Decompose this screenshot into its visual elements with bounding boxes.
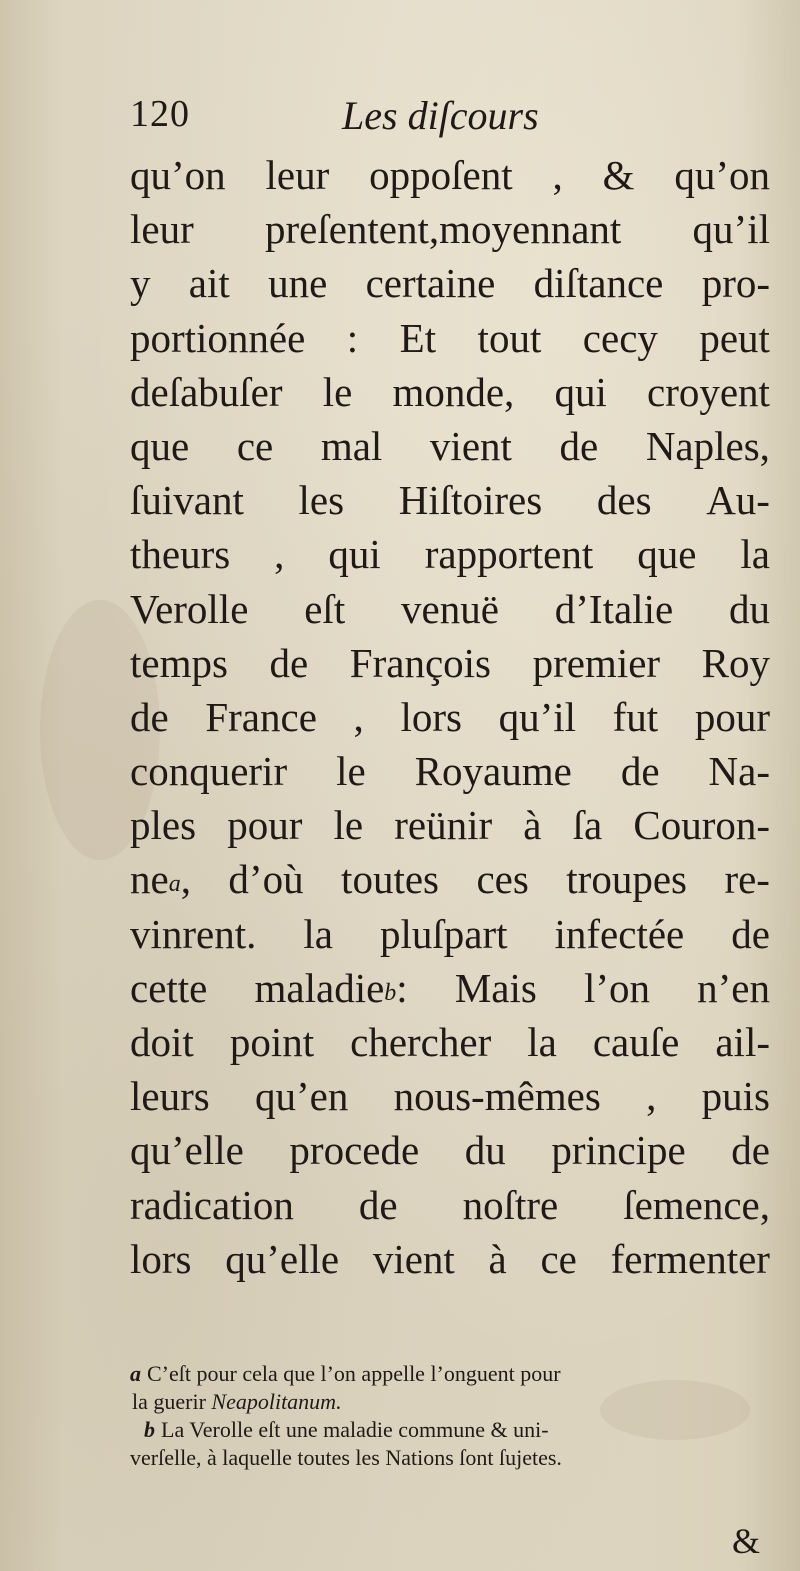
word: , — [353, 693, 364, 740]
word: ſemence, — [623, 1181, 770, 1228]
word: qu’il — [498, 693, 577, 740]
running-title: Les diſcours — [342, 93, 539, 138]
word: qu’on — [674, 152, 770, 198]
word: Couron- — [633, 802, 770, 849]
text-line — [130, 1178, 770, 1232]
word: ce — [236, 422, 274, 469]
word: mal — [320, 422, 383, 469]
text-line — [130, 744, 770, 798]
word: qu’on — [130, 152, 226, 198]
word: certaine — [365, 260, 496, 307]
word: du — [729, 585, 770, 632]
word: peut — [699, 314, 770, 361]
word: le — [333, 802, 364, 849]
word: de — [731, 1127, 770, 1174]
word: ſa — [572, 802, 603, 849]
word: , — [552, 152, 563, 198]
word: de — [358, 1181, 398, 1228]
word: la — [527, 1019, 557, 1065]
word: qu’en — [254, 1073, 349, 1120]
word: reünir — [394, 802, 493, 849]
text-line — [130, 1015, 770, 1069]
word: la — [740, 531, 770, 578]
catchword: & — [732, 1521, 761, 1561]
word: Roy — [701, 639, 770, 686]
word: pluſpart — [379, 910, 508, 957]
word: fut — [612, 693, 659, 740]
word: noſtre — [462, 1181, 559, 1228]
word: monde, — [392, 368, 515, 415]
word: Royaume — [414, 748, 572, 795]
word: maladieb: — [254, 964, 408, 1011]
word: François — [349, 639, 491, 686]
word: leurs — [130, 1073, 210, 1120]
word: une — [268, 260, 328, 307]
word: re- — [724, 856, 770, 903]
word: cauſe — [592, 1019, 680, 1065]
word: chercher — [350, 1019, 492, 1065]
footnote-b-line-2 — [130, 1444, 775, 1472]
word: toutes — [341, 856, 439, 903]
word: tout — [477, 314, 542, 361]
footnote-reference-b: b — [384, 979, 397, 1006]
word: Et — [399, 314, 437, 361]
word: de — [731, 910, 770, 957]
word: fermenter — [610, 1235, 770, 1282]
word: premier — [532, 639, 661, 686]
text-line — [130, 1069, 770, 1123]
footnote-a-italic: Neapolitanum. — [211, 1389, 342, 1414]
footnote-reference-a: a — [168, 871, 181, 898]
page-number: 120 — [130, 93, 190, 135]
word: de — [130, 693, 169, 740]
word: de — [269, 639, 309, 686]
word: que — [130, 422, 190, 469]
word: Naples, — [645, 422, 770, 469]
word: France — [205, 693, 317, 740]
footnote-a-text: C’eſt pour cela que l’on appelle l’onguent pour — [147, 1361, 561, 1386]
word: ail- — [715, 1019, 770, 1065]
word: lors — [130, 1235, 192, 1282]
word: theurs — [130, 531, 231, 578]
text-line — [130, 961, 770, 1015]
text-line — [130, 202, 770, 256]
word: ait — [188, 260, 230, 307]
word: nous-mêmes — [393, 1073, 601, 1120]
word: leur — [130, 206, 194, 253]
text-line — [130, 1232, 770, 1286]
footnote-b-text: La Verolle eſt une maladie commune & uni- — [161, 1417, 549, 1442]
word: ce — [540, 1235, 577, 1282]
word: cette — [130, 964, 208, 1011]
word: venuë — [401, 585, 499, 632]
word: conquerir — [130, 748, 288, 795]
word: nea, — [130, 856, 191, 903]
word: puis — [701, 1073, 770, 1120]
word: pour — [694, 693, 770, 740]
footnote-a-marker: a — [130, 1361, 141, 1386]
footnote-b-line-1 — [130, 1416, 775, 1444]
word: Mais — [454, 964, 537, 1011]
word: , — [646, 1073, 657, 1120]
word: procede — [289, 1127, 420, 1174]
page-header — [130, 92, 770, 142]
word: infectée — [554, 910, 685, 957]
word: vient — [372, 1235, 455, 1282]
word: temps — [130, 639, 228, 686]
word: de — [559, 422, 599, 469]
word: deſabuſer — [130, 368, 283, 415]
word: l’on — [583, 964, 650, 1011]
word: pro- — [701, 260, 770, 307]
word: à — [523, 802, 542, 849]
word: radication — [130, 1181, 294, 1228]
text-line — [130, 798, 770, 852]
word: vient — [429, 422, 512, 469]
word: vinrent. — [130, 910, 257, 957]
word: eſt — [304, 585, 346, 632]
word: que — [637, 531, 697, 578]
word: Au- — [706, 477, 770, 524]
word: qu’il — [692, 206, 770, 253]
word: d’Italie — [554, 585, 674, 632]
text-line — [130, 690, 770, 744]
footnote-a-line-2 — [130, 1388, 775, 1416]
word: portionnée — [130, 314, 306, 361]
word: diſtance — [533, 260, 664, 307]
word: croyent — [647, 368, 770, 415]
text-line — [130, 311, 770, 365]
word: n’en — [697, 964, 770, 1011]
word: pour — [227, 802, 303, 849]
text-line — [130, 1123, 770, 1177]
word: preſentent,moyennant — [264, 206, 622, 253]
text-line — [130, 582, 770, 636]
word: leur — [265, 152, 330, 198]
word: Verolle — [130, 585, 249, 632]
word: Na- — [708, 748, 770, 795]
word: qu’elle — [130, 1127, 244, 1174]
word: des — [596, 477, 652, 524]
word: & — [602, 152, 635, 198]
text-line — [130, 473, 770, 527]
word: troupes — [566, 856, 687, 903]
word: ſuivant — [130, 477, 244, 524]
text-line — [130, 527, 770, 581]
body-text — [130, 148, 770, 1286]
word: Hiſtoires — [398, 477, 543, 524]
word: cecy — [582, 314, 658, 361]
word: lors — [400, 693, 462, 740]
word: qu’elle — [225, 1235, 340, 1282]
word: qui — [554, 368, 607, 415]
word: ces — [476, 856, 529, 903]
word: point — [229, 1019, 315, 1065]
word: du — [464, 1127, 506, 1174]
word: principe — [551, 1127, 686, 1174]
text-line — [130, 852, 770, 906]
word: qui — [328, 531, 381, 578]
word: à — [488, 1235, 507, 1282]
word: ples — [130, 802, 197, 849]
text-line — [130, 256, 770, 310]
word: oppoſent — [369, 152, 513, 198]
footnotes — [130, 1360, 775, 1472]
word: : — [346, 314, 359, 361]
word: rapportent — [424, 531, 594, 578]
word: de — [620, 748, 660, 795]
footnote-b-marker: b — [144, 1417, 155, 1442]
footnote-a-line-1 — [130, 1360, 775, 1388]
word: , — [274, 531, 285, 578]
word: les — [298, 477, 345, 524]
word: le — [322, 368, 353, 415]
word: y — [130, 260, 151, 307]
word: doit — [130, 1019, 194, 1065]
footnote-b-text-cont: verſelle, à laquelle toutes les Nations ſont ſujetes. — [130, 1445, 562, 1470]
text-line — [130, 148, 770, 202]
text-line — [130, 365, 770, 419]
text-line — [130, 419, 770, 473]
word: le — [336, 748, 366, 795]
word: d’où — [228, 856, 304, 903]
text-line — [130, 636, 770, 690]
text-line — [130, 907, 770, 961]
word: la — [303, 910, 333, 957]
footnote-a-text-cont: la guerir — [132, 1389, 206, 1414]
